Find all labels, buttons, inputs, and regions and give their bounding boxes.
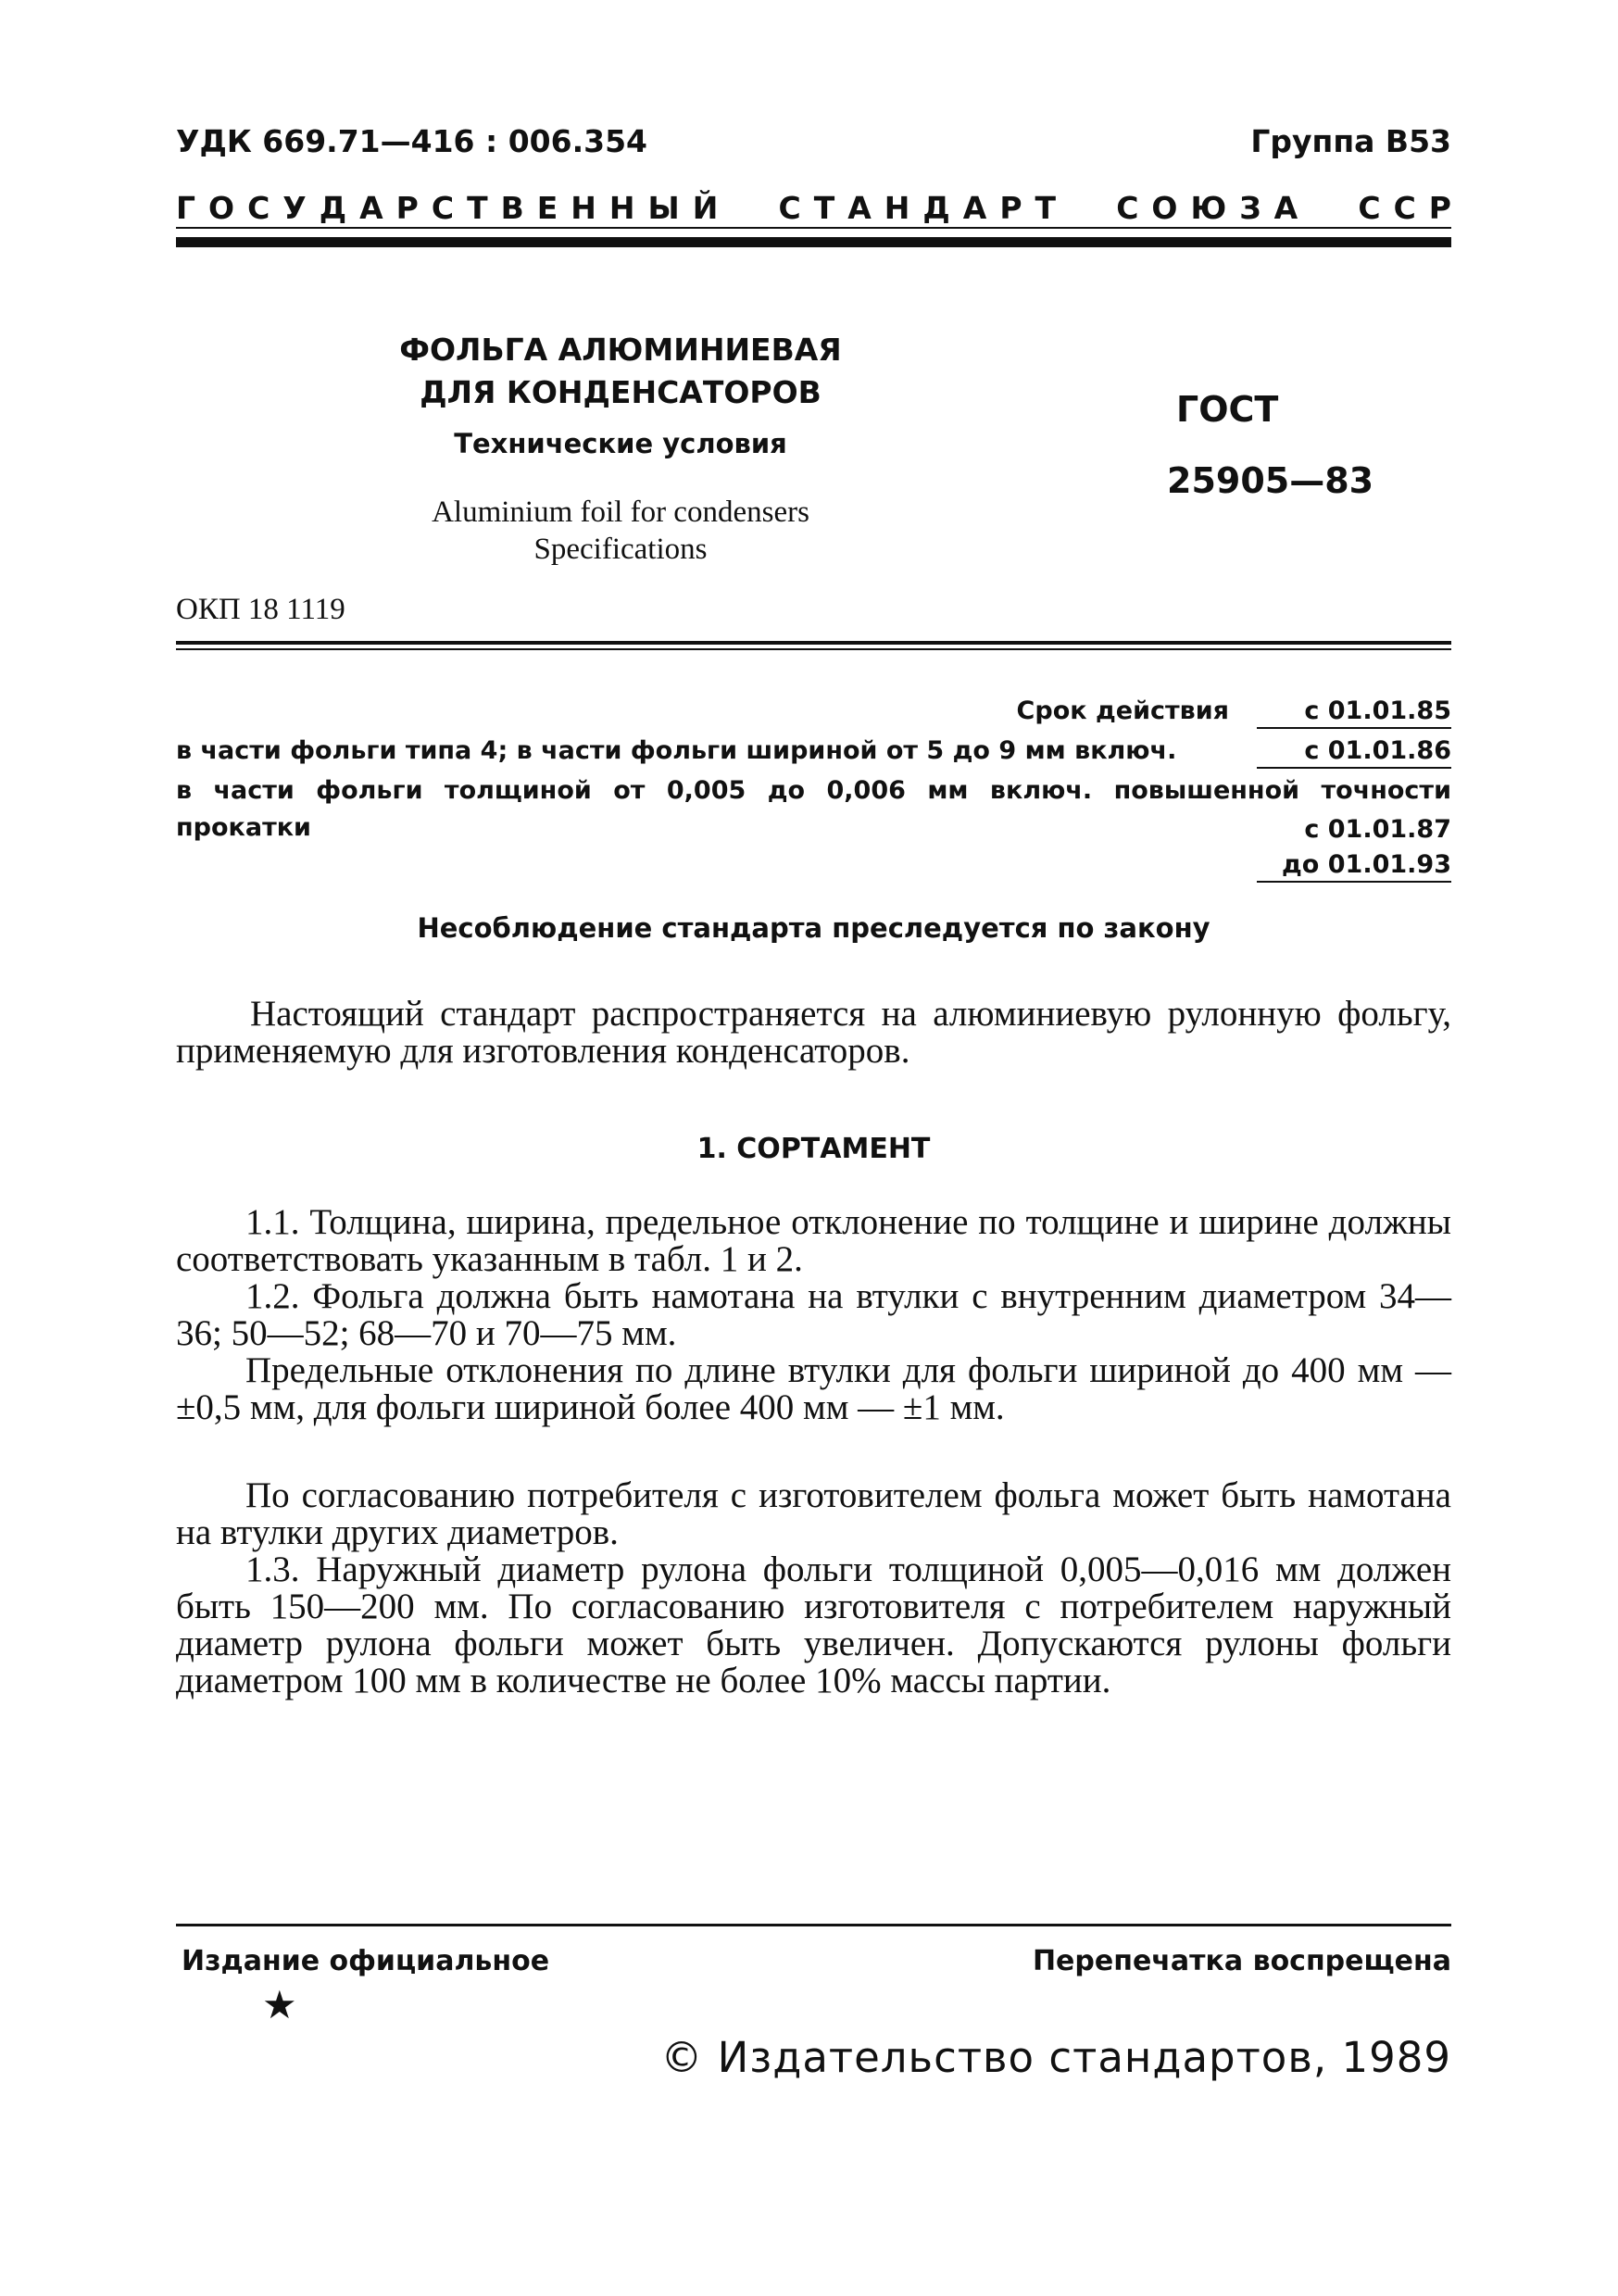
validity-date-3: с 01.01.87 [1304, 815, 1451, 844]
state-standard-banner [176, 190, 1464, 226]
validity-label: Срок действия [1016, 696, 1229, 725]
validity-line-3: в части фольги толщиной от 0,005 до 0,006 мм включ. повышенной точности [176, 776, 1451, 805]
group-code: Группа В53 [1250, 123, 1451, 159]
reprint-notice: Перепечатка воспрещена [1032, 1945, 1451, 1977]
english-title-line-2: Specifications [533, 533, 708, 566]
banner-word-3: СОЮЗА [1116, 190, 1311, 226]
paragraph-1-2-tolerance: Предельные отклонения по длине втулки для фольги шириной до 400 мм — ±0,5 мм, для фольги шириной более 400 мм — ±1 мм. [176, 1350, 1451, 1427]
paragraph-1-2: 1.2. Фольга должна быть намотана на втулки с внутренним диаметром 34—36; 50—52; 68—70 и 70—75 мм. [176, 1276, 1451, 1353]
banner-word-2: СТАНДАРТ [778, 190, 1070, 226]
banner-word-1: ГОСУДАРСТВЕННЫЙ [176, 190, 732, 226]
udk-code: УДК 669.71—416 : 006.354 [176, 123, 648, 159]
gost-number: 25905—83 [1167, 460, 1374, 501]
english-title-line-1: Aluminium foil for condensers [432, 496, 809, 529]
intro-paragraph: Настоящий стандарт распространяется на алюминиевую рулонную фольгу, применяемую для изготовления конденсаторов. [176, 994, 1451, 1071]
banner-word-4: ССР [1358, 190, 1464, 226]
document-title [370, 329, 871, 414]
footer-rule [176, 1924, 1451, 1926]
title-line-1: ФОЛЬГА АЛЮМИНИЕВАЯ [399, 332, 842, 368]
header-rule-thin [176, 227, 1451, 229]
english-title [370, 494, 871, 568]
section-rule-bottom [176, 648, 1451, 650]
section-1-title: 1. СОРТАМЕНТ [696, 1133, 931, 1165]
star-icon: ★ [262, 1982, 297, 2027]
title-line-2: ДЛЯ КОНДЕНСАТОРОВ [420, 374, 822, 410]
section-rule-top [176, 641, 1451, 645]
law-notice: Несоблюдение стандарта преследуется по закону [417, 912, 1210, 944]
validity-date-4: до 01.01.93 [1257, 850, 1451, 883]
publisher-copyright: © Издательство стандартов, 1989 [660, 2033, 1451, 2082]
validity-date-1: с 01.01.85 [1257, 696, 1451, 729]
validity-line-2: в части фольги типа 4; в части фольги шириной от 5 до 9 мм включ. [176, 736, 1177, 765]
validity-line-3b: прокатки [176, 813, 311, 842]
paragraph-1-3: 1.3. Наружный диаметр рулона фольги толщиной 0,005—0,016 мм должен быть 150—200 мм. По согласованию изготовителя с потребителем наружный диаметр рулона фольги может быть увеличен. Допускаются рулоны фольги диаметром 100 мм в количестве не более 10% массы партии. [176, 1549, 1451, 1700]
header-rule-thick [176, 237, 1451, 247]
paragraph-1-1: 1.1. Толщина, ширина, предельное отклонение по толщине и ширине должны соответствовать указанным в табл. 1 и 2. [176, 1202, 1451, 1279]
validity-date-2: с 01.01.86 [1257, 736, 1451, 769]
gost-label: ГОСТ [1176, 389, 1279, 430]
okp-code: ОКП 18 1119 [176, 593, 345, 626]
paragraph-1-2-agreement: По согласованию потребителя с изготовителем фольга может быть намотана на втулки других диаметров. [176, 1475, 1451, 1552]
official-edition: Издание официальное [182, 1945, 550, 1977]
document-subtitle: Технические условия [454, 428, 787, 459]
